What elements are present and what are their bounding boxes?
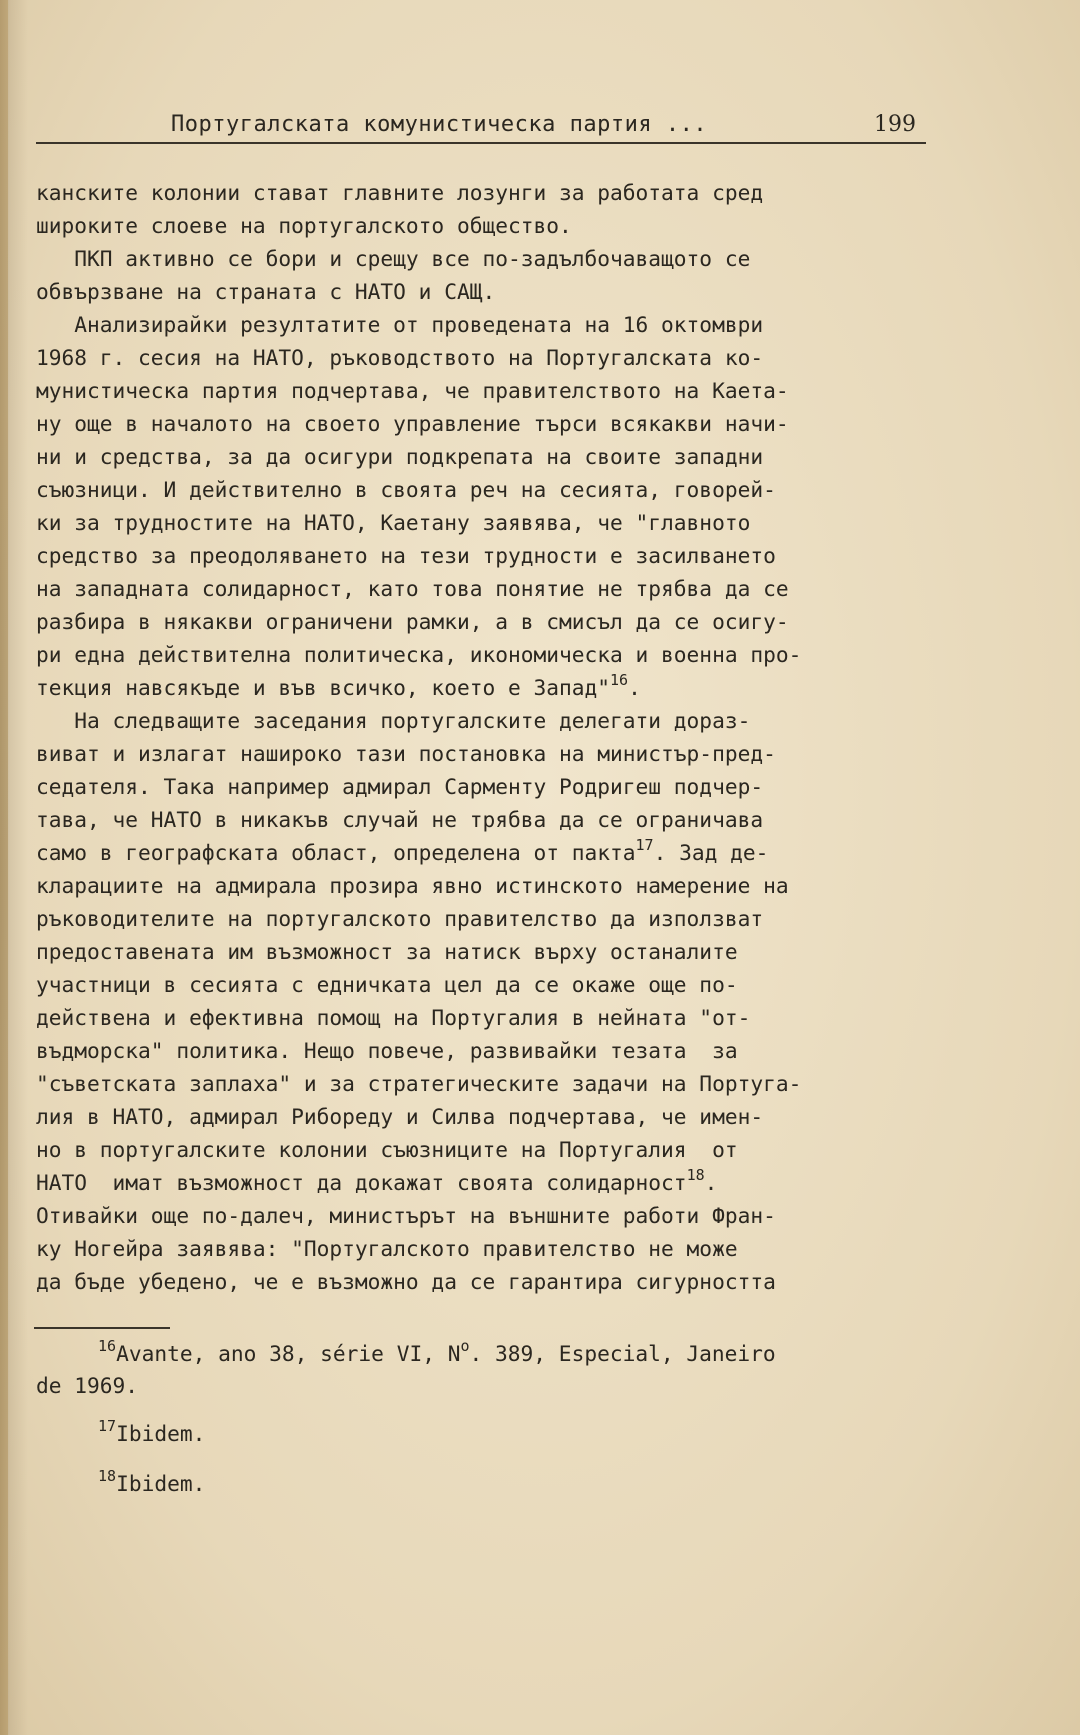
body-text — [36, 176, 931, 1298]
text-line: ки за трудностите на НАТО, Каетану заявява, че "главното — [36, 510, 751, 535]
text-line: "съветската заплаха" и за стратегическите задачи на Португа- — [36, 1071, 802, 1096]
text-line: на западната солидарност, като това понятие не трябва да се — [36, 576, 789, 601]
text-line: канските колонии стават главните лозунги за работата сред — [36, 180, 764, 205]
running-title: Португалската комунистическа партия ... — [171, 112, 708, 137]
text-line: Анализирайки резултатите от проведената на 16 октомври — [36, 312, 764, 337]
text-line: НАТО имат възможност да докажат своята солидарност$^{18}$. — [36, 1166, 718, 1195]
text-line: Отивайки още по-далеч, министърът на външните работи Фран- — [36, 1203, 776, 1228]
text-line: само в географската област, определена от пакта$^{17}$. Зад де- — [36, 836, 769, 865]
footnotes — [36, 1338, 931, 1500]
footnote-16-cont: de 1969. — [36, 1373, 139, 1398]
footnote-16: $^{16}$Avante, ano 38, série VI, $N^o$. 389, Especial, Janeiro — [98, 1337, 776, 1366]
binding-edge — [0, 0, 8, 1735]
text-line: действена и ефективна помощ на Португалия в нейната "от- — [36, 1005, 751, 1030]
running-head — [36, 108, 926, 144]
text-line: обвързване на страната с НАТО и САЩ. — [36, 279, 496, 304]
text-line: ку Ногейра заявява: "Португалското правителство не може — [36, 1236, 738, 1261]
text-line: ри една действителна политическа, икономическа и военна про- — [36, 642, 802, 667]
text-line: предоставената им възможност за натиск върху останалите — [36, 939, 738, 964]
text-line: ръководителите на португалското правителство да използват — [36, 906, 764, 931]
text-line: На следващите заседания португалските делегати дораз- — [36, 708, 751, 733]
footnote-ref-17: 17 — [635, 836, 654, 854]
text-line: виват и излагат нашироко тази постановка на министър-пред- — [36, 741, 776, 766]
text-line: да бъде убедено, че е възможно да се гарантира сигурността — [36, 1269, 776, 1294]
footnote-17: $^{17}$Ibidem. — [98, 1417, 206, 1446]
footnote-rule — [34, 1327, 170, 1329]
text-line: мунистическа партия подчертава, че правителството на Каета- — [36, 378, 789, 403]
text-line: широките слоеве на португалското общество. — [36, 213, 572, 238]
footnote-ref-18: 18 — [686, 1166, 705, 1184]
footnote-18: $^{18}$Ibidem. — [98, 1467, 206, 1496]
footnote-ref-16: 16 — [610, 671, 629, 689]
text-line: но в португалските колонии съюзниците на Португалия от — [36, 1137, 738, 1162]
text-line: ни и средства, за да осигури подкрепата на своите западни — [36, 444, 764, 469]
text-line: средство за преодоляването на тези трудности е засилването — [36, 543, 776, 568]
text-line: текция навсякъде и във всичко, което е Запад"$^{16}$. — [36, 671, 641, 700]
text-line: ну още в началото на своето управление търси всякакви начи- — [36, 411, 789, 436]
text-line: лия в НАТО, адмирал Рибореду и Силва подчертава, че имен- — [36, 1104, 764, 1129]
text-line: 1968 г. сесия на НАТО, ръководството на Португалската ко- — [36, 345, 764, 370]
text-line: седателя. Така например адмирал Сарменту Родригеш подчер- — [36, 774, 764, 799]
page-number: 199 — [874, 112, 916, 137]
text-line: тава, че НАТО в никакъв случай не трябва да се ограничава — [36, 807, 764, 832]
text-line: участници в сесията с едничката цел да се окаже още по- — [36, 972, 738, 997]
text-line: разбира в някакви ограничени рамки, а в смисъл да се осигу- — [36, 609, 789, 634]
text-line: съюзници. И действително в своята реч на сесията, говорей- — [36, 477, 776, 502]
text-line: въдморска" политика. Нещо повече, развивайки тезата за — [36, 1038, 738, 1063]
text-line: ПКП активно се бори и срещу все по-задълбочаващото се — [36, 246, 751, 271]
text-line: кларациите на адмирала прозира явно истинското намерение на — [36, 873, 789, 898]
